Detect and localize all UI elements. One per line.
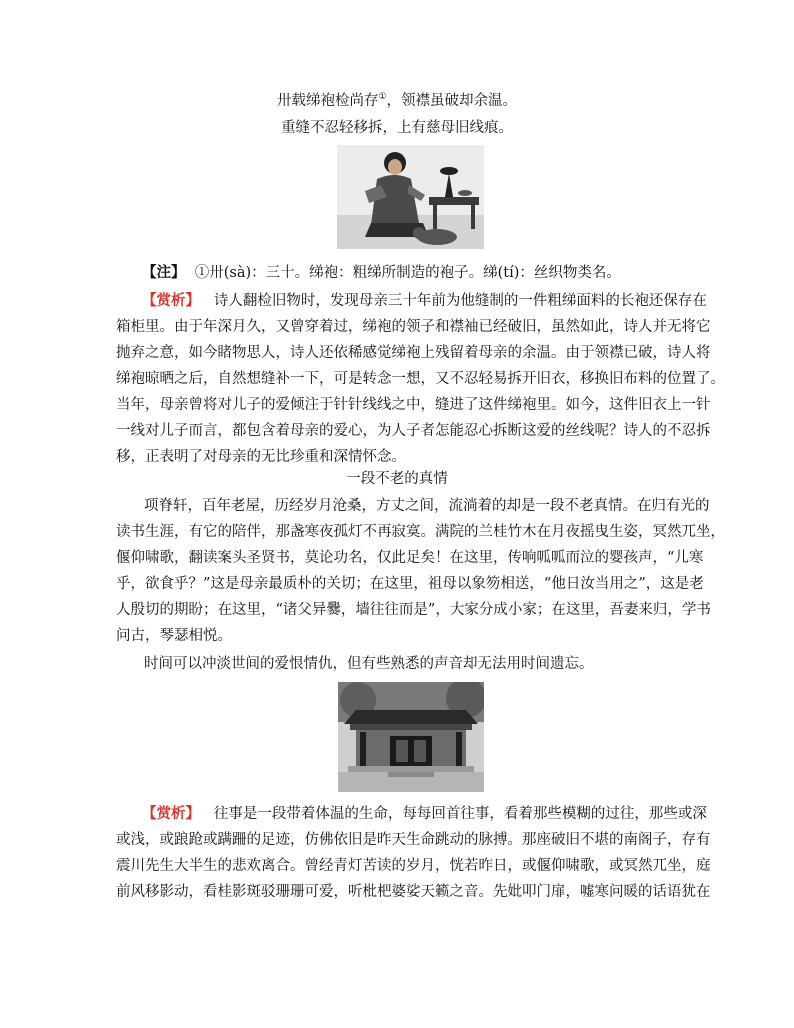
note-tag: 【注】 xyxy=(142,264,186,281)
figure-pavilion-image xyxy=(338,682,484,792)
analysis-2-line-3: 震川先生大半生的悲欢离合。曾经青灯苦读的岁月，恍若昨日，或偃仰啸歌，或冥然兀坐，庭 xyxy=(116,858,711,874)
poem-line-1-text: 卅载绨袍检尚存 xyxy=(276,93,379,109)
analysis-1-line-6: 一线对儿子而言，都包含着母亲的爱心，为人子者怎能忍心拆断这爱的丝线呢？诗人的不忍拆 xyxy=(116,423,711,439)
poem-line-2: 重缝不忍轻移拆，上有慈母旧线痕。 xyxy=(281,120,513,136)
essay-line-4: 乎，欲食乎？”这是母亲最质朴的关切；在这里，祖母以象笏相送，“他日汝当用之”，这是老 xyxy=(116,576,704,592)
footnote-marker: ① xyxy=(378,92,387,103)
analysis-1-text-1: 诗人翻检旧物时，发现母亲三十年前为他缝制的一件粗绨面料的长袍还保存在 xyxy=(213,293,707,309)
analysis-1-line-3: 抛弃之意，如今睹物思人，诗人还依稀感觉绨袍上残留着母亲的余温。由于领襟已破，诗人将 xyxy=(116,345,711,361)
essay-line-6: 问古，琴瑟相悦。 xyxy=(116,628,232,644)
section-title: 一段不老的真情 xyxy=(346,471,448,487)
poem-line-1 xyxy=(116,92,678,110)
analysis-2-text-1: 往事是一段带着体温的生命，每每回首往事，看着那些模糊的过往，那些或深 xyxy=(213,806,707,822)
analysis-1-line-2: 箱柜里。由于年深月久，又曾穿着过，绨袍的领子和襟袖已经破旧，虽然如此，诗人并无将它 xyxy=(116,319,711,335)
analysis-2-line-2: 或浅，或踉跄或蹒跚的足迹，仿佛依旧是昨天生命跳动的脉搏。那座破旧不堪的南阁子，存有 xyxy=(116,832,711,848)
note-text: ①卅(sà)：三十。绨袍：粗绨所制造的袍子。绨(tí)：丝织物类名。 xyxy=(194,265,621,281)
essay-line-1: 项脊轩，百年老屋，历经岁月沧桑，方丈之间，流淌着的却是一段不老真情。在归有光的 xyxy=(144,498,710,514)
essay-line-5: 人殷切的期盼；在这里，“诸父异爨，墙往往而是”，大家分成小家；在这里，吾妻来归，学书 xyxy=(116,602,711,618)
figure-mother-sewing-image xyxy=(337,145,484,249)
analysis-2-line-4: 前风移影动，看桂影斑驳珊珊可爱，听枇杷婆娑天籁之音。先妣叩门扉，嘘寒问暖的话语犹在 xyxy=(116,884,711,900)
analysis-1-line-1 xyxy=(142,292,707,310)
essay-line-3: 偃仰啸歌，翻读案头圣贤书，莫论功名，仅此足矣！在这里，传响呱呱而泣的婴孩声，“儿寒 xyxy=(116,550,704,566)
analysis-2-line-1 xyxy=(142,805,707,823)
analysis-tag: 【赏析】 xyxy=(142,292,200,309)
analysis-1-line-4: 绨袍晾晒之后，自然想缝补一下，可是转念一想，又不忍轻易拆开旧衣，移换旧布料的位置了。 xyxy=(116,371,725,387)
note-line xyxy=(142,264,621,282)
analysis-tag-2: 【赏析】 xyxy=(142,805,200,822)
analysis-1-line-7: 移，正表明了对母亲的无比珍重和深情怀念。 xyxy=(116,449,406,465)
analysis-1-line-5: 当年，母亲曾将对儿子的爱倾注于针针线线之中，缝进了这件绨袍里。如今，这件旧衣上一针 xyxy=(116,397,711,413)
poem-line-1-tail: ，领襟虽破却余温。 xyxy=(386,93,518,109)
essay-closing: 时间可以冲淡世间的爱恨情仇，但有些熟悉的声音却无法用时间遗忘。 xyxy=(144,656,594,672)
essay-line-2: 读书生涯，有它的陪伴，那盏寒夜孤灯不再寂寞。满院的兰桂竹木在月夜摇曳生姿，冥然兀坐， xyxy=(116,524,725,540)
